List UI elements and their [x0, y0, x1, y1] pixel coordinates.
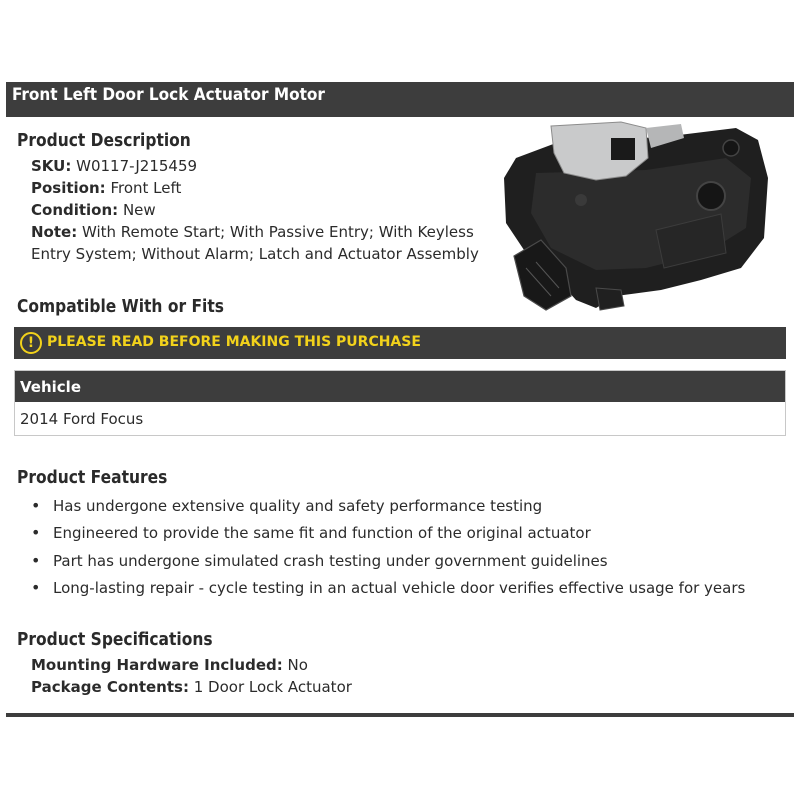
warning-banner — [14, 327, 786, 359]
hardware-line — [31, 656, 308, 674]
vehicle-column-header: Vehicle — [15, 371, 785, 402]
condition-label: Condition: — [31, 201, 119, 219]
position-label: Position: — [31, 179, 106, 197]
bottom-divider — [6, 713, 794, 717]
list-item: • Has undergone extensive quality and safety performance testing — [31, 497, 745, 524]
position-value: Front Left — [110, 179, 182, 197]
note-label: Note: — [31, 223, 78, 241]
vehicle-table — [14, 370, 786, 436]
sku-label: SKU: — [31, 157, 72, 175]
list-item: • Engineered to provide the same fit and function of the original actuator — [31, 524, 745, 551]
condition-value: New — [122, 201, 156, 219]
contents-line — [31, 678, 352, 696]
compat-heading: Compatible With or Fits — [17, 296, 224, 317]
warning-text: PLEASE READ BEFORE MAKING THIS PURCHASE — [47, 334, 421, 350]
page-title: Front Left Door Lock Actuator Motor — [12, 85, 325, 105]
warning-icon: ! — [20, 332, 42, 354]
title-bar — [6, 82, 794, 117]
contents-label: Package Contents: — [31, 678, 189, 696]
list-item: • Part has undergone simulated crash testing under government guidelines — [31, 552, 745, 579]
hardware-value: No — [287, 656, 308, 674]
table-row: 2014 Ford Focus — [20, 410, 144, 428]
hardware-label: Mounting Hardware Included: — [31, 656, 283, 674]
position-line — [31, 179, 181, 197]
specs-heading: Product Specifications — [17, 629, 213, 650]
note-line — [31, 223, 474, 241]
note-value-line2: Entry System; Without Alarm; Latch and Actuator Assembly — [31, 245, 479, 263]
description-heading: Product Description — [17, 130, 191, 151]
features-list — [31, 497, 745, 606]
sku-line — [31, 157, 197, 175]
condition-line — [31, 201, 156, 219]
features-heading: Product Features — [17, 467, 168, 488]
product-image — [496, 118, 786, 323]
sku-value: W0117-J215459 — [76, 157, 198, 175]
contents-value: 1 Door Lock Actuator — [193, 678, 352, 696]
note-value-line1: With Remote Start; With Passive Entry; With Keyless — [81, 223, 474, 241]
list-item: • Long-lasting repair - cycle testing in an actual vehicle door verifies effective usage for years — [31, 579, 745, 606]
